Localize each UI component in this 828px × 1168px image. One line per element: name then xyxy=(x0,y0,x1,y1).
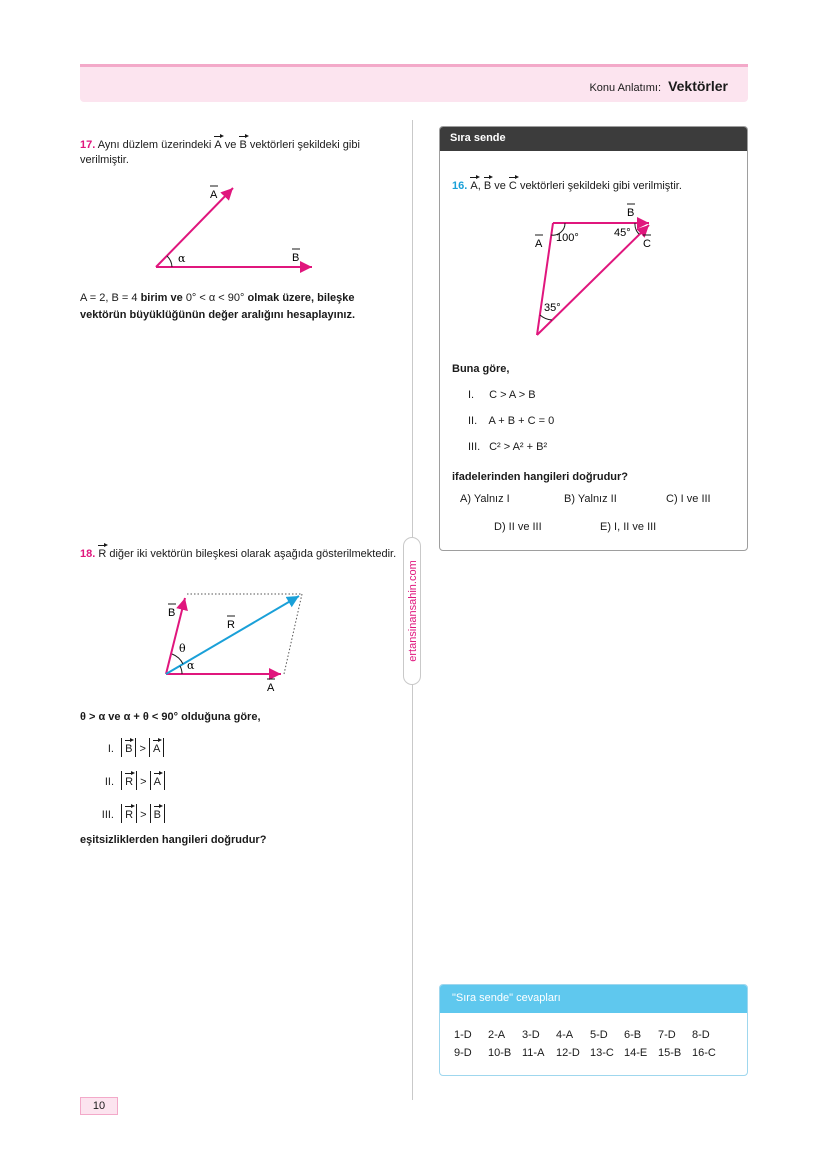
q16-lead: Buna göre, xyxy=(452,363,510,375)
label-a: A xyxy=(535,238,543,250)
angle-35-label: 35° xyxy=(544,302,561,314)
answers-box xyxy=(439,984,748,1076)
answers-header: "Sıra sende" cevapları xyxy=(440,985,747,1013)
page-number: 10 xyxy=(80,1097,118,1115)
question-number: 17. xyxy=(80,139,96,151)
q18-option-1 xyxy=(96,738,164,757)
angle-45-arc xyxy=(635,223,639,234)
label-b: B xyxy=(168,607,176,619)
vector-c: C xyxy=(509,175,517,192)
choice-a[interactable]: A) Yalnız I xyxy=(460,493,510,505)
choice-e[interactable]: E) I, II ve III xyxy=(600,521,657,533)
abs-right: A xyxy=(149,738,164,757)
vector-b: B xyxy=(239,134,246,151)
option-label: II. xyxy=(104,776,114,788)
q17-text-post: vektörleri şekildeki gibi verilmiştir. xyxy=(80,139,360,166)
question-number: 18. xyxy=(80,548,96,560)
q18-text: diğer iki vektörün bileşkesi olarak aşağıda gösterilmektedir. xyxy=(109,548,397,560)
vector-r: R xyxy=(98,543,106,560)
header-band xyxy=(80,64,748,102)
label-theta: θ xyxy=(179,642,186,655)
vector-a: A xyxy=(470,175,477,192)
side-pill xyxy=(403,537,421,685)
q17-given-bold2: olmak üzere, bileşke vektörün büyüklüğünün değer aralığını hesaplayınız. xyxy=(80,292,356,321)
q17-text-pre: Aynı düzlem üzerindeki xyxy=(97,139,212,151)
q16-question: ifadelerinden hangileri doğrudur? xyxy=(452,471,629,483)
q17-range: 0° < α < 90° xyxy=(185,292,245,304)
vector-b: B xyxy=(484,175,491,192)
dotted-right xyxy=(284,594,302,674)
abs-right: A xyxy=(150,771,165,790)
abs-left: R xyxy=(121,771,137,790)
label-c: C xyxy=(643,238,651,250)
question-18 xyxy=(80,543,400,562)
header-title xyxy=(589,78,728,94)
q17-given: A = 2, B = 4 xyxy=(80,292,138,304)
choice-d[interactable]: D) II ve III xyxy=(494,521,542,533)
choice-c[interactable]: C) I ve III xyxy=(666,493,711,505)
answers-row-2: 9-D 10-B 11-A 12-D 13-C 14-E 15-B 16-C xyxy=(454,1047,716,1059)
angle-45-label: 45° xyxy=(614,227,631,239)
q18-question: eşitsizliklerden hangileri doğrudur? xyxy=(80,834,267,846)
q17-figure xyxy=(140,180,340,280)
q16-statement-1: I. C > A > B xyxy=(468,389,536,401)
angle-100-label: 100° xyxy=(556,232,579,244)
q17-given-bold1: birim ve xyxy=(140,292,183,304)
abs-left: R xyxy=(121,804,137,823)
label-alpha: α xyxy=(178,252,186,265)
answers-row-1: 1-D 2-A 3-D 4-A 5-D 6-B 7-D 8-D xyxy=(454,1029,710,1041)
angle-arc xyxy=(167,256,172,267)
q18-figure xyxy=(150,590,310,700)
option-label: I. xyxy=(107,743,114,755)
question-17 xyxy=(80,134,400,168)
chapter-title: Vektörler xyxy=(668,78,728,94)
q17-text-ve: ve xyxy=(224,139,237,151)
gt-sign: > xyxy=(139,743,146,755)
label-a: A xyxy=(267,682,275,694)
q16-statement-2: II. A + B + C = 0 xyxy=(468,415,555,427)
q16-text-ve: ve xyxy=(494,180,506,192)
alpha-arc xyxy=(180,666,182,674)
vector-a: A xyxy=(214,134,221,151)
sira-sende-box xyxy=(439,126,748,551)
sira-sende-header: Sıra sende xyxy=(440,127,747,151)
vector-a-arrow xyxy=(156,188,233,267)
label-a: A xyxy=(210,189,218,201)
q16-statement-3: III. C² > A² + B² xyxy=(468,441,548,453)
q16-figure xyxy=(525,203,665,343)
question-number: 16. xyxy=(452,180,468,192)
vector-r-arrow xyxy=(166,596,299,674)
q18-option-2 xyxy=(96,771,165,790)
answers-grid xyxy=(454,1029,744,1065)
choice-b[interactable]: B) Yalnız II xyxy=(564,493,617,505)
question-16: 16. A, B ve C vektörleri şekildeki gibi verilmiştir. xyxy=(452,175,682,194)
gt-sign: > xyxy=(140,776,147,788)
label-b: B xyxy=(292,252,300,264)
q18-option-3 xyxy=(96,804,165,823)
vector-c-arrow xyxy=(537,225,649,335)
label-alpha: α xyxy=(187,659,195,672)
gt-sign: > xyxy=(140,809,147,821)
theta-arc xyxy=(172,654,183,664)
header-prefix: Konu Anlatımı: xyxy=(589,82,661,94)
q16-text-post: vektörleri şekildeki gibi verilmiştir. xyxy=(519,180,682,192)
label-r: R xyxy=(227,619,235,631)
abs-right: B xyxy=(150,804,165,823)
q17-problem-text xyxy=(80,290,400,324)
q18-condition: θ > α ve α + θ < 90° olduğuna göre, xyxy=(80,711,261,723)
side-website: ertansinansahin.com xyxy=(407,560,419,662)
abs-left: B xyxy=(121,738,136,757)
label-b: B xyxy=(627,207,635,219)
option-label: III. xyxy=(101,809,114,821)
angle-35-arc xyxy=(540,315,552,320)
